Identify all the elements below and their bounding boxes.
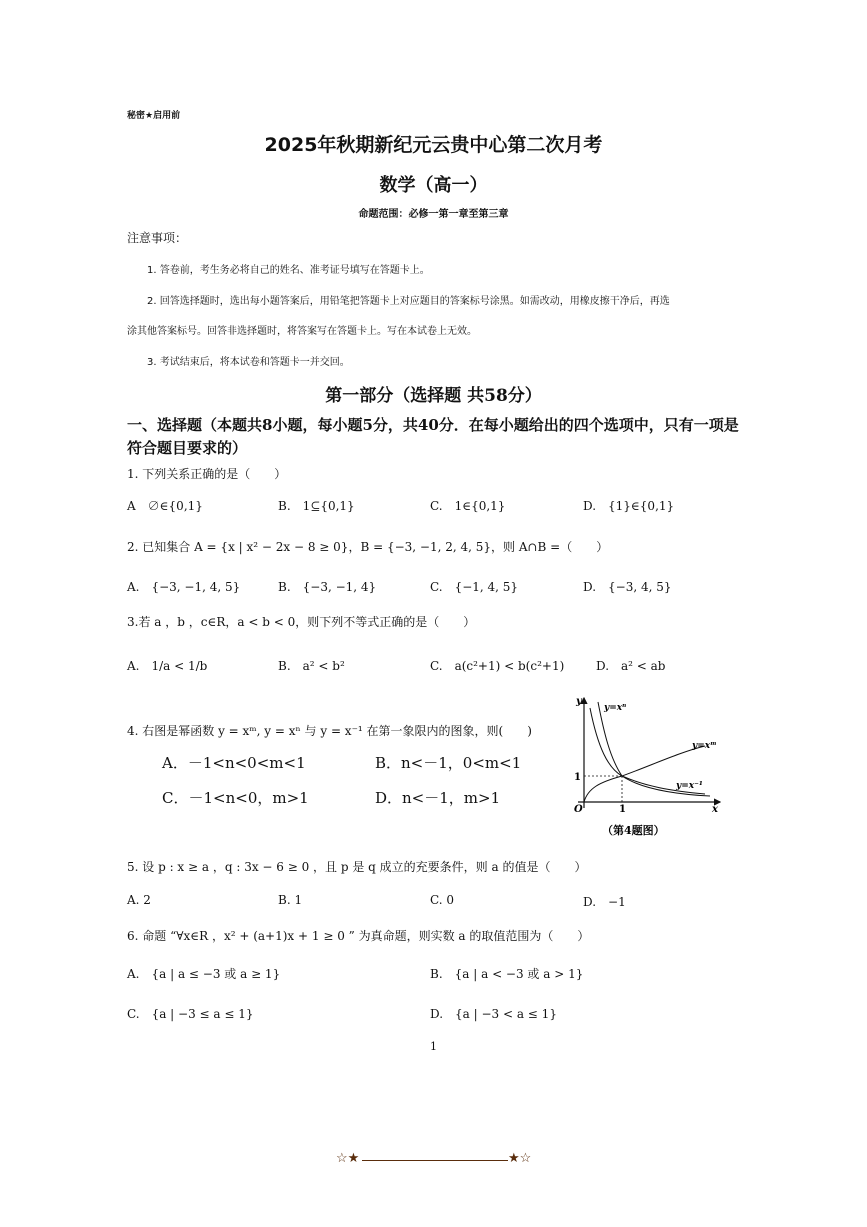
question-3-option-d: D. a² < ab xyxy=(596,659,666,673)
exam-scope: 命题范围：必修一第一章至第三章 xyxy=(358,209,509,220)
figure-label-n: y=xⁿ xyxy=(604,703,627,713)
question-1-option-c: C. 1∈{0,1} xyxy=(430,499,506,513)
question-4-figure xyxy=(560,688,730,843)
question-4-stem: 4. 右图是幂函数 y = xᵐ, y = xⁿ 与 y = x⁻¹ 在第一象限内的图象，则( ) xyxy=(127,724,532,738)
question-3-option-a: A. 1/a < 1/b xyxy=(127,659,208,673)
notice-heading: 注意事项： xyxy=(127,231,188,245)
figure-tick-y-label: 1 xyxy=(574,772,581,783)
figure-axis-x-label: x xyxy=(712,804,718,815)
question-1-option-b: B. 1⊆{0,1} xyxy=(278,499,355,513)
question-6-option-c: C. {a | −3 ≤ a ≤ 1} xyxy=(127,1007,254,1021)
question-1-stem: 1. 下列关系正确的是（ ） xyxy=(127,467,287,481)
question-5-option-a: A. 2 xyxy=(127,893,151,907)
question-4-option-b: B．n<－1，0<m<1 xyxy=(375,754,522,772)
question-5-option-d: D. −1 xyxy=(583,895,626,909)
question-4-option-c: C．－1<n<0，m>1 xyxy=(162,789,309,807)
question-5-stem: 5. 设 p : x ≥ a ，q : 3x − 6 ≥ 0 ，且 p 是 q 成立的充要条件，则 a 的值是（ ） xyxy=(127,860,587,874)
question-1-option-d: D. {1}∈{0,1} xyxy=(583,499,675,513)
question-6-option-b: B. {a | a < −3 或 a > 1} xyxy=(430,967,584,981)
figure-tick-x-label: 1 xyxy=(619,804,626,815)
notice-item: 1. 答卷前，考生务必将自己的姓名、准考证号填写在答题卡上。 xyxy=(147,265,430,276)
question-2-option-c: C. {−1, 4, 5} xyxy=(430,580,519,594)
figure-caption: （第4题图） xyxy=(602,824,665,837)
figure-curve-m xyxy=(584,746,705,802)
exam-subject: 数学（高一） xyxy=(379,175,488,196)
question-6-stem: 6. 命题 “∀x∈R ，x² + (a+1)x + 1 ≥ 0 ” 为真命题，则实数 a 的取值范围为（ ） xyxy=(127,929,590,943)
question-5-option-b: B. 1 xyxy=(278,893,303,907)
question-5-option-c: C. 0 xyxy=(430,893,455,907)
notice-item: 2. 回答选择题时，选出每小题答案后，用铅笔把答题卡上对应题目的答案标号涂黑。如需改动，用橡皮擦干净后，再选 xyxy=(147,296,670,307)
exam-title: 2025年秋期新纪元云贵中心第二次月考 xyxy=(264,134,603,156)
footer-divider xyxy=(362,1160,508,1161)
question-2-option-d: D. {−3, 4, 5} xyxy=(583,580,672,594)
question-6-option-a: A. {a | a ≤ −3 或 a ≥ 1} xyxy=(127,967,281,981)
question-4-option-d: D．n<－1，m>1 xyxy=(375,789,501,807)
footer-right-stars: ★☆ xyxy=(508,1151,532,1166)
figure-origin-label: O xyxy=(574,804,583,815)
figure-label-m: y=xᵐ xyxy=(692,741,717,751)
part-heading: 第一部分（选择题 共58分） xyxy=(325,386,542,406)
secret-label: 秘密★启用前 xyxy=(127,111,181,121)
question-2-option-a: A. {−3, −1, 4, 5} xyxy=(127,580,241,594)
question-1-option-a: A ∅∈{0,1} xyxy=(127,499,203,513)
notice-item: 3. 考试结束后，将本试卷和答题卡一并交回。 xyxy=(147,357,350,368)
question-4-option-a: A．－1<n<0<m<1 xyxy=(162,754,306,772)
question-3-option-c: C. a(c²+1) < b(c²+1) xyxy=(430,659,565,673)
question-3-option-b: B. a² < b² xyxy=(278,659,345,673)
question-2-option-b: B. {−3, −1, 4} xyxy=(278,580,377,594)
page-number: 1 xyxy=(430,1040,437,1053)
question-2-stem: 2. 已知集合 A = {x | x² − 2x − 8 ≥ 0}，B = {−3, −1, 2, 4, 5}，则 A∩B =（ ） xyxy=(127,540,609,554)
notice-item: 涂其他答案标号。回答非选择题时，将答案写在答题卡上。写在本试卷上无效。 xyxy=(127,326,477,337)
question-6-option-d: D. {a | −3 < a ≤ 1} xyxy=(430,1007,557,1021)
question-3-stem: 3.若 a ，b ，c∈R，a < b < 0，则下列不等式正确的是（ ） xyxy=(127,615,476,629)
figure-label-inverse: y=x⁻¹ xyxy=(676,781,703,791)
figure-axis-y-label: y xyxy=(576,696,582,707)
section-heading: 一、选择题（本题共8小题，每小题5分，共40分．在每小题给出的四个选项中，只有一项是符合题目要求的） xyxy=(127,416,739,457)
footer-left-stars: ☆★ xyxy=(336,1151,360,1166)
